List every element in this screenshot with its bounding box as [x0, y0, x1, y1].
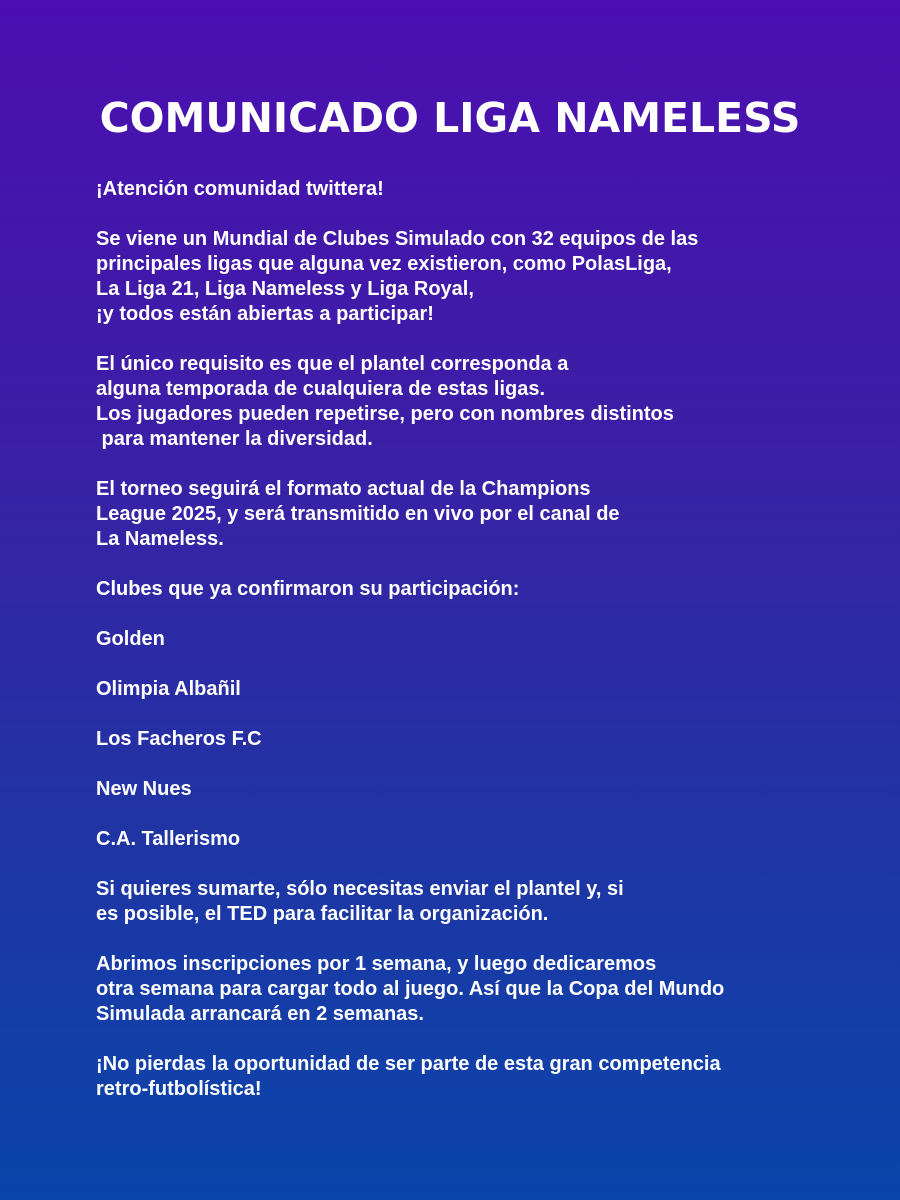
spacer — [96, 702, 856, 727]
closing-line: ¡No pierdas la oportunidad de ser parte de esta gran competencia — [96, 1053, 721, 1075]
spacer — [96, 327, 856, 352]
spacer — [96, 552, 856, 577]
format-line: La Nameless. — [96, 528, 224, 550]
requirement-line: El único requisito es que el plantel corresponda a — [96, 353, 569, 375]
club-item: Golden — [96, 628, 165, 650]
spacer — [96, 852, 856, 877]
schedule-line: Abrimos inscripciones por 1 semana, y luego dedicaremos — [96, 953, 657, 975]
intro-line: Se viene un Mundial de Clubes Simulado con 32 equipos de las — [96, 228, 699, 250]
spacer — [96, 452, 856, 477]
intro-line: ¡y todos están abiertas a participar! — [96, 303, 434, 325]
spacer — [96, 602, 856, 627]
spacer — [96, 927, 856, 952]
requirement-line: para mantener la diversidad. — [96, 428, 373, 450]
club-item: C.A. Tallerismo — [96, 828, 241, 850]
greeting: ¡Atención comunidad twittera! — [96, 178, 384, 200]
schedule-line: otra semana para cargar todo al juego. Así que la Copa del Mundo — [96, 978, 725, 1000]
clubs-heading: Clubes que ya confirmaron su participación: — [96, 578, 520, 600]
club-item: Olimpia Albañil — [96, 678, 241, 700]
join-line: es posible, el TED para facilitar la organización. — [96, 903, 549, 925]
page-title: COMUNICADO LIGA NAMELESS — [99, 94, 801, 142]
intro-line: La Liga 21, Liga Nameless y Liga Royal, — [96, 278, 474, 300]
club-item: New Nues — [96, 778, 192, 800]
intro-line: principales ligas que alguna vez existieron, como PolasLiga, — [96, 253, 672, 275]
club-item: Los Facheros F.C — [96, 728, 262, 750]
spacer — [96, 802, 856, 827]
closing-line: retro-futbolística! — [96, 1078, 262, 1100]
spacer — [96, 752, 856, 777]
spacer — [96, 652, 856, 677]
join-line: Si quieres sumarte, sólo necesitas enviar el plantel y, si — [96, 878, 624, 900]
requirement-line: alguna temporada de cualquiera de estas ligas. — [96, 378, 546, 400]
spacer — [96, 202, 856, 227]
format-line: El torneo seguirá el formato actual de la Champions — [96, 478, 591, 500]
spacer — [96, 1027, 856, 1052]
format-line: League 2025, y será transmitido en vivo por el canal de — [96, 503, 620, 525]
announcement-body — [96, 177, 856, 1102]
requirement-line: Los jugadores pueden repetirse, pero con nombres distintos — [96, 403, 674, 425]
schedule-line: Simulada arrancará en 2 semanas. — [96, 1003, 424, 1025]
